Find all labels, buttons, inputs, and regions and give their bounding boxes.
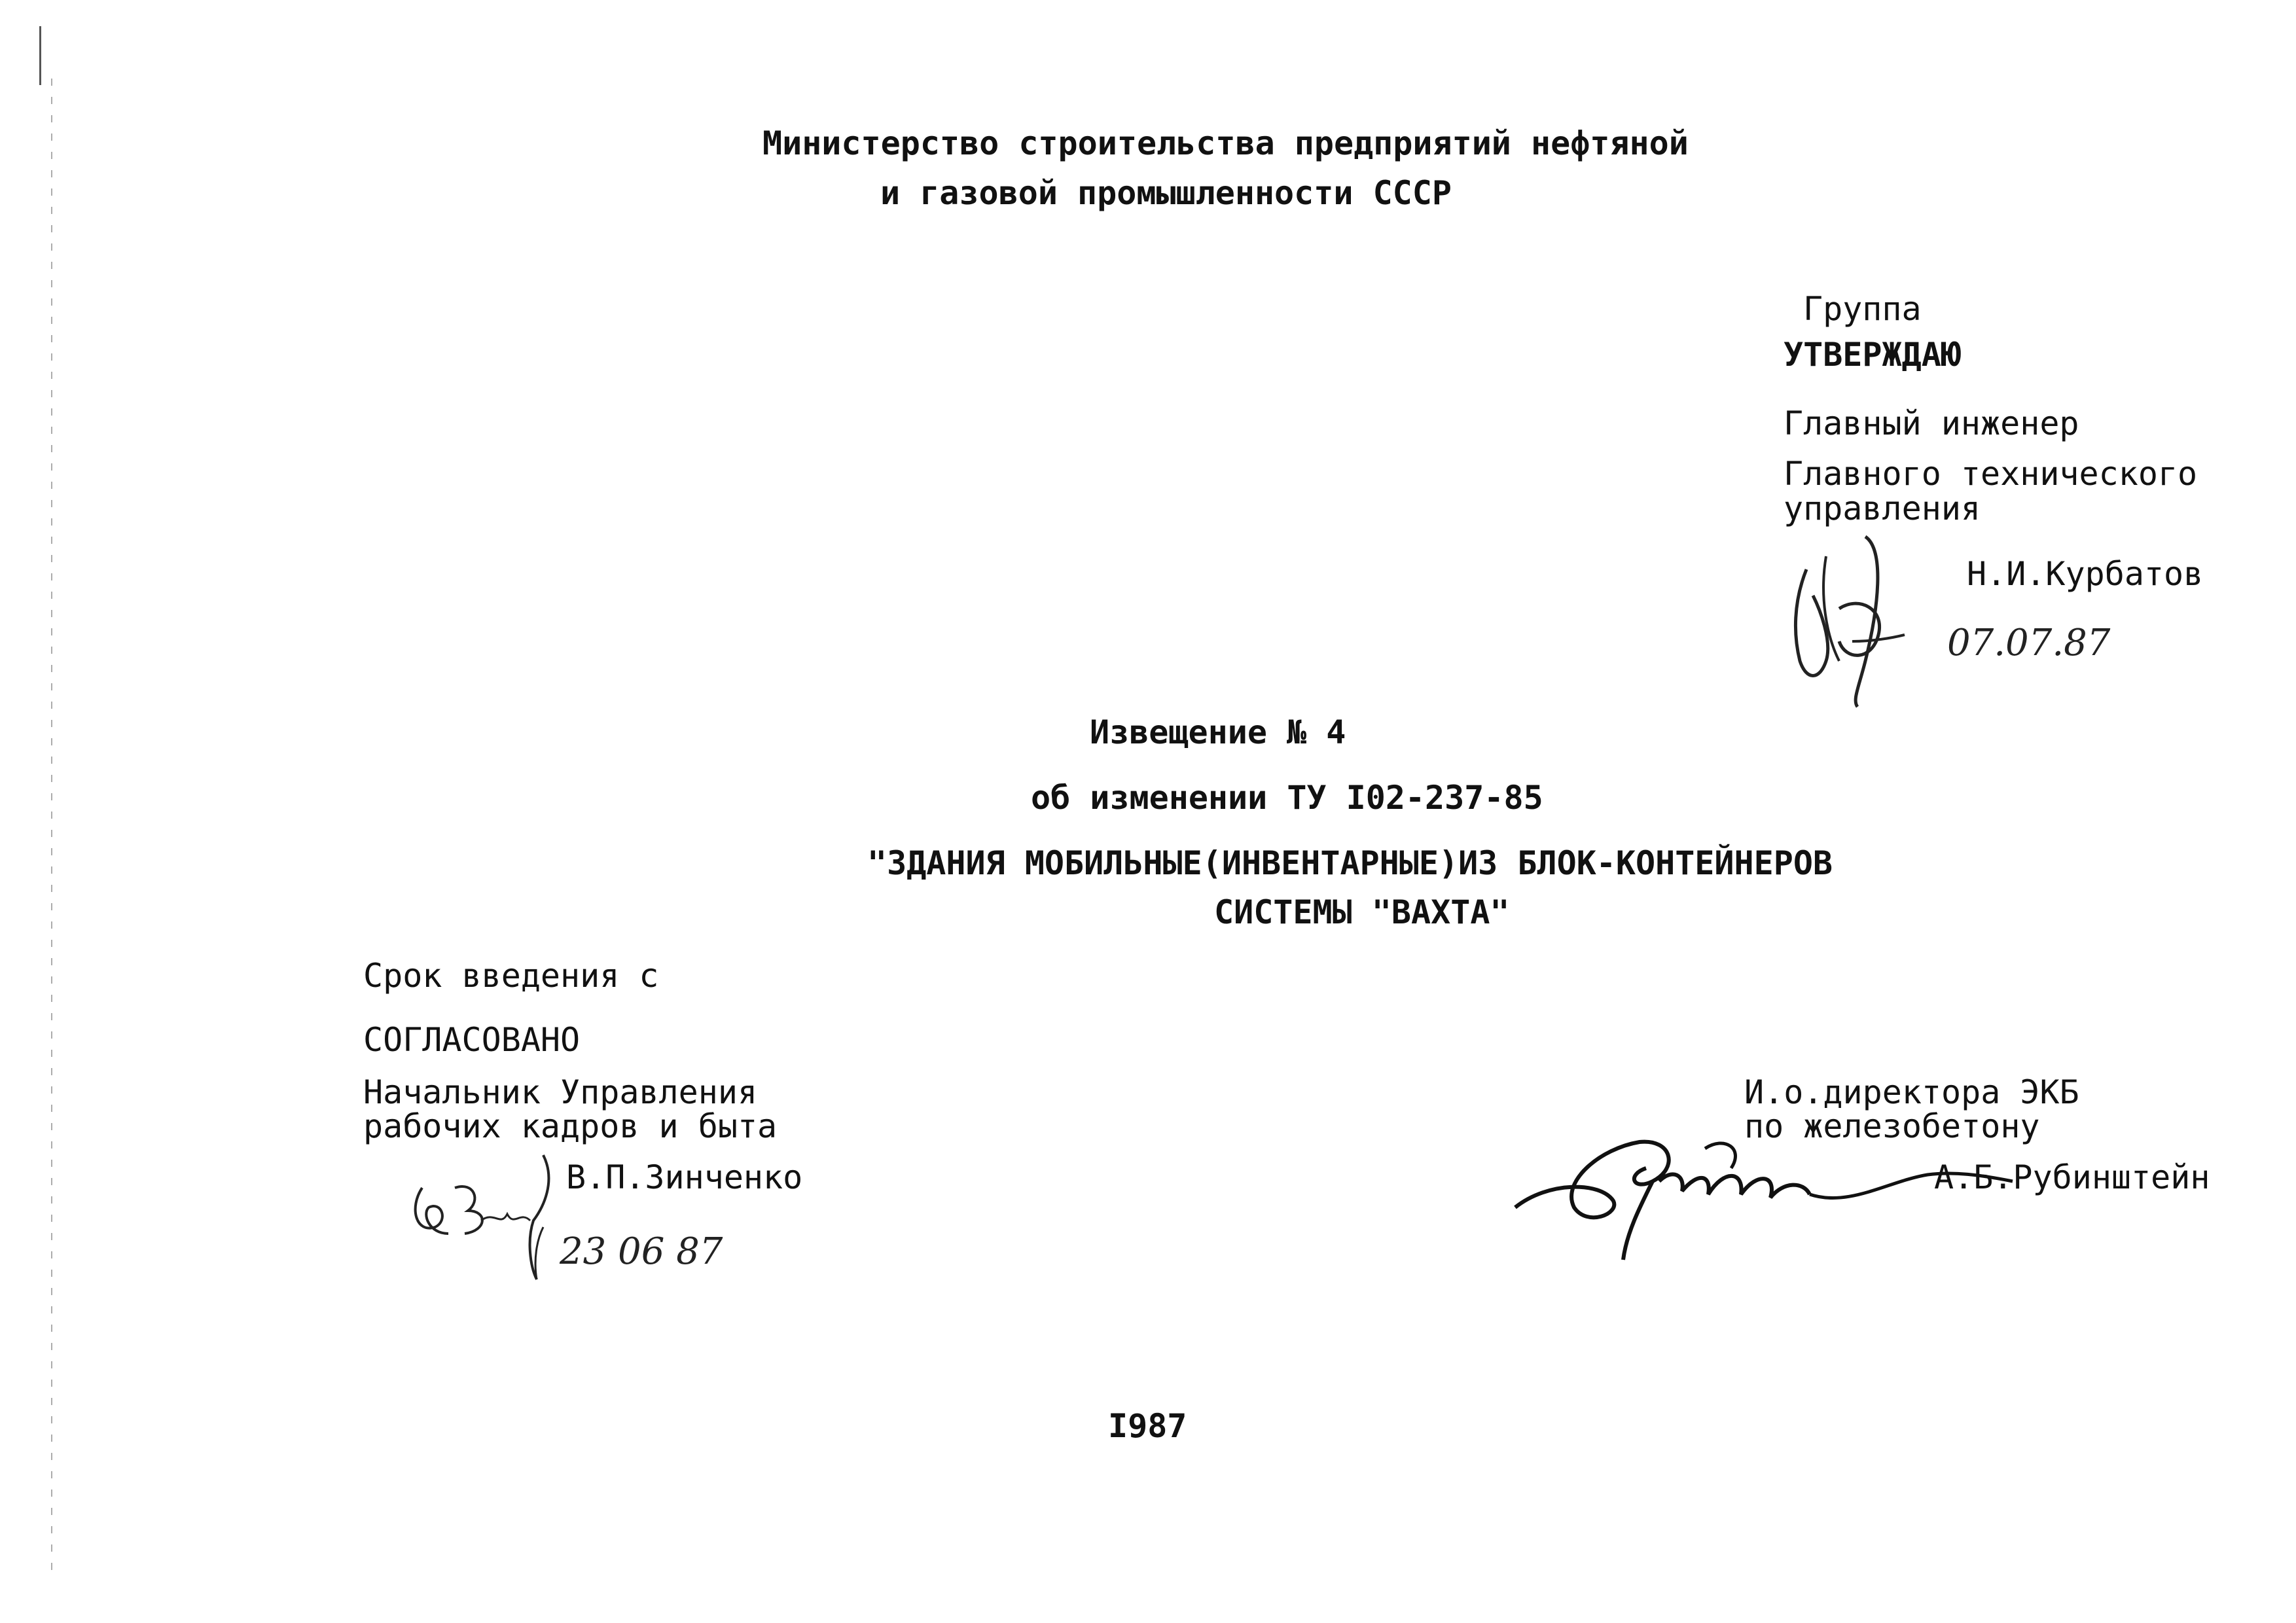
director-signature — [1509, 1109, 2019, 1266]
approval-name: Н.И.Курбатов — [1967, 555, 2204, 593]
agreed-heading: СОГЛАСОВАНО — [363, 1021, 581, 1059]
approval-heading: УТВЕРЖДАЮ — [1784, 336, 1961, 374]
agreed-signature — [403, 1149, 566, 1286]
notice-subject-line-1: "ЗДАНИЯ МОБИЛЬНЫЕ(ИНВЕНТАРНЫЕ)ИЗ БЛОК-КОНТЕЙНЕРОВ — [867, 844, 1833, 882]
approval-signature — [1780, 530, 1911, 713]
document-year: I987 — [1108, 1407, 1187, 1445]
approval-date-handwritten: 07.07.87 — [1947, 622, 2111, 664]
notice-subject-line-2: СИСТЕМЫ "ВАХТА" — [1214, 893, 1510, 931]
agreed-date-handwritten: 23 06 87 — [560, 1230, 723, 1273]
director-position-line-2: по железобетону — [1744, 1107, 2040, 1145]
director-name: А.Б.Рубинштейн — [1934, 1158, 2210, 1196]
agreed-position-line-1: Начальник Управления — [363, 1073, 758, 1111]
notice-subtitle: об изменении ТУ I02-237-85 — [1031, 779, 1543, 817]
agreed-name: В.П.Зинченко — [566, 1158, 803, 1196]
approval-position-line-1: Главный инженер — [1784, 404, 2079, 442]
director-position-line-1: И.о.директора ЭКБ — [1744, 1073, 2079, 1111]
effective-date-label: Срок введения с — [363, 957, 659, 995]
binding-edge-mark — [39, 26, 41, 85]
binding-edge-dots — [51, 79, 52, 1571]
approval-group: Группа — [1803, 290, 1922, 328]
approval-position-line-2: Главного технического — [1784, 455, 2198, 493]
ministry-line-2: и газовой промышленности СССР — [880, 174, 1452, 212]
agreed-position-line-2: рабочих кадров и быта — [363, 1107, 778, 1145]
notice-title: Извещение № 4 — [1090, 713, 1346, 751]
ministry-line-1: Министерство строительства предприятий нефтяной — [762, 124, 1689, 162]
approval-position-line-3: управления — [1784, 490, 1981, 527]
